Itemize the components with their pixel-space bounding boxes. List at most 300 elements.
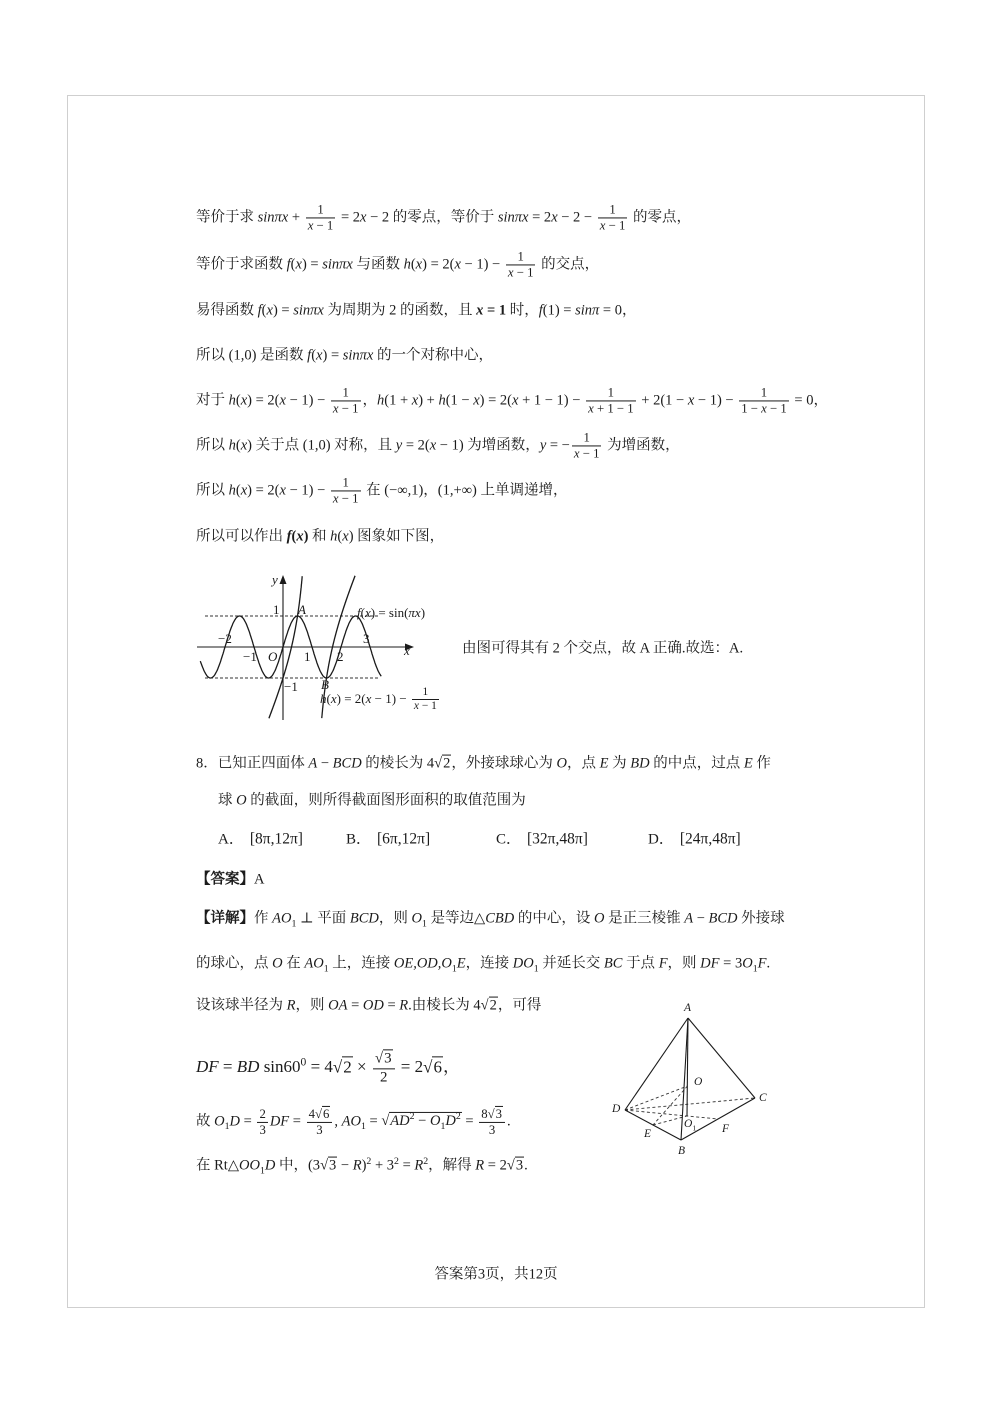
point-label-o xyxy=(694,1077,702,1089)
text-run: ) = 2( xyxy=(479,392,513,409)
text-run: = xyxy=(347,997,363,1014)
fraction-numerator xyxy=(373,1049,395,1069)
math-italic: E xyxy=(644,1128,652,1140)
text-run: − 1) 为增函数， xyxy=(436,437,540,454)
text-run: = xyxy=(383,997,400,1014)
text-run: −2 xyxy=(218,631,232,646)
square-root xyxy=(381,1111,461,1133)
bold-text: 【答案】 xyxy=(196,871,254,888)
math-italic: x xyxy=(473,392,480,409)
fraction-denominator xyxy=(479,1123,505,1138)
text-run: − 1 xyxy=(605,218,626,233)
text-run: 所以 xyxy=(196,437,229,454)
bold-text: = 1 xyxy=(483,302,507,319)
math-italic: sinπx xyxy=(342,347,374,364)
math-italic: DF xyxy=(700,955,720,972)
text-run: + xyxy=(288,209,304,226)
text-run: 球 xyxy=(218,792,237,809)
math-italic: x xyxy=(413,700,419,713)
solution-line-1 xyxy=(196,202,691,233)
text-run: 3 xyxy=(363,631,370,646)
point-label-e xyxy=(644,1129,651,1141)
text-run: . xyxy=(524,1157,528,1174)
math-italic: h xyxy=(228,482,236,499)
math-italic: x xyxy=(588,401,594,416)
tick-label-x-minus-1 xyxy=(243,650,257,665)
math-italic: y xyxy=(395,437,403,454)
text-run: ) + xyxy=(418,392,439,409)
text-run: ，解得 xyxy=(428,1157,476,1174)
radicand xyxy=(328,1157,337,1175)
superscript: 0 xyxy=(300,1055,307,1069)
text-run: 所以 (1,0) 是函数 xyxy=(196,347,308,364)
math-italic: x xyxy=(330,690,337,706)
point-label-a xyxy=(298,603,306,618)
math-italic: x xyxy=(512,392,519,409)
fraction-denominator xyxy=(307,1123,333,1138)
text-run: 时， xyxy=(506,302,539,319)
math-italic: O xyxy=(429,1113,441,1130)
fraction xyxy=(572,430,602,461)
math-italic: x xyxy=(240,392,248,409)
text-run: − 1) − xyxy=(285,392,329,409)
x-axis-label xyxy=(404,644,410,659)
text-run: 2 xyxy=(343,1056,352,1076)
sine-function-label xyxy=(357,606,425,621)
text-run: 故 xyxy=(196,1113,215,1130)
option-label: B． xyxy=(346,831,372,848)
explanation-line-1 xyxy=(196,910,785,929)
bold-math: f xyxy=(286,528,292,545)
text-run: . xyxy=(766,955,771,972)
text-run: 1 xyxy=(422,686,429,698)
text-run: ) xyxy=(361,1157,367,1174)
text-run: − 2 − xyxy=(557,209,596,226)
text-run: = xyxy=(240,1113,256,1130)
text-run: ( xyxy=(290,256,296,273)
math-italic: F xyxy=(658,955,668,972)
text-run: − 2 的零点，等价于 xyxy=(366,209,498,226)
bold-math: x xyxy=(296,528,304,545)
math-italic: R xyxy=(475,1157,485,1174)
superscript: 2 xyxy=(366,1155,372,1167)
text-run: 作 xyxy=(752,755,771,772)
fraction-denominator xyxy=(331,492,361,507)
text-run: ) = 2( xyxy=(336,690,366,706)
text-run: 1 xyxy=(317,202,324,217)
math-italic: BD xyxy=(630,755,650,772)
text-run: = xyxy=(365,1113,382,1130)
text-run: ( xyxy=(311,347,317,364)
math-italic: DO xyxy=(512,955,534,972)
text-run: 是正三棱锥 xyxy=(604,910,685,927)
explanation-line-5 xyxy=(196,1106,511,1138)
math-italic: h xyxy=(320,690,327,706)
text-run: (1) = xyxy=(542,302,576,319)
bold-text: 【详解】 xyxy=(196,910,254,927)
tick-label-y-minus-1 xyxy=(284,680,298,695)
fraction xyxy=(331,475,361,506)
math-italic: x xyxy=(240,482,248,499)
math-italic: x xyxy=(365,690,372,706)
text-run: − xyxy=(317,755,333,772)
fraction xyxy=(257,1106,267,1137)
radicand xyxy=(495,1106,503,1122)
edge-dc xyxy=(625,1098,755,1110)
text-run: 易得函数 xyxy=(196,302,258,319)
text-run: + 2(1 − xyxy=(637,392,688,409)
text-run: 8 xyxy=(481,1106,488,1121)
fraction-denominator xyxy=(598,219,628,234)
math-italic: x xyxy=(307,218,314,233)
text-run: 3 xyxy=(259,1122,266,1137)
math-italic: A xyxy=(684,910,694,927)
text-run: (1 + xyxy=(384,392,412,409)
text-run: 2 xyxy=(337,649,344,664)
text-run: = 2 xyxy=(396,1056,424,1076)
math-italic: B xyxy=(678,1145,686,1157)
math-italic: AO xyxy=(272,910,292,927)
text-run: − 1) − xyxy=(285,482,329,499)
fraction-denominator xyxy=(586,402,636,417)
text-run: . xyxy=(506,1113,511,1130)
fraction xyxy=(412,686,439,714)
text-run: 6 xyxy=(322,1106,330,1121)
subscript: 1 xyxy=(291,918,297,930)
fraction xyxy=(306,202,336,233)
text-run: − 1 xyxy=(338,401,359,416)
math-italic: BCD xyxy=(708,910,738,927)
fraction-denominator xyxy=(572,447,602,462)
fraction-numerator xyxy=(598,202,628,218)
option-value: [24π,48π] xyxy=(679,830,741,848)
text-run: ，则 xyxy=(667,955,701,972)
text-run: 所以 xyxy=(196,482,229,499)
text-run: + 1 − 1 xyxy=(593,401,634,416)
text-run: = 0， xyxy=(790,392,828,409)
tick-label-x-minus-2 xyxy=(218,632,232,647)
text-run: 3 xyxy=(316,1123,323,1137)
math-italic: f xyxy=(357,605,361,620)
text-run: − xyxy=(337,1157,353,1174)
fraction-denominator xyxy=(373,1069,395,1087)
text-run: 对于 xyxy=(196,392,229,409)
tick-label-x-2 xyxy=(337,650,344,665)
math-italic: x xyxy=(332,401,339,416)
text-run: ) 图象如下图， xyxy=(348,528,445,545)
text-run: 3 xyxy=(384,1050,392,1067)
math-italic: R xyxy=(399,997,409,1014)
fraction-numerator xyxy=(412,686,439,700)
math-italic: F xyxy=(757,955,767,972)
text-run: = 2 xyxy=(528,209,552,226)
math-italic: O xyxy=(593,910,605,927)
math-italic: x xyxy=(266,302,273,319)
question-8-stem-cont xyxy=(218,792,526,811)
vertex-label-c xyxy=(759,1093,767,1105)
edge-db xyxy=(625,1110,681,1140)
text-run: ) = xyxy=(272,302,294,319)
text-run: ⊥ 平面 xyxy=(296,910,350,927)
math-italic: x xyxy=(295,256,302,273)
math-italic: x xyxy=(687,392,695,409)
text-run: 1 xyxy=(609,202,616,217)
text-run: 等价于求 xyxy=(196,209,258,226)
math-italic: h xyxy=(228,437,236,454)
text-run: .由棱长为 4 xyxy=(408,997,481,1014)
text-run: 上，连接 xyxy=(328,955,394,972)
text-run: ( xyxy=(235,437,241,454)
fraction-numerator xyxy=(586,385,636,401)
math-italic: C xyxy=(759,1092,767,1104)
tetrahedron-diagram xyxy=(600,1000,780,1165)
option-value: [6π,12π] xyxy=(377,830,431,848)
explanation-line-3 xyxy=(196,997,541,1016)
radicand xyxy=(389,1111,462,1133)
math-italic: f xyxy=(257,302,262,319)
text-run: 外接球 xyxy=(737,910,785,927)
math-italic: sinπ xyxy=(575,302,600,319)
text-run: 设该球半径为 xyxy=(196,997,287,1014)
text-run: − 1) − xyxy=(694,392,738,409)
math-italic: A xyxy=(684,1002,692,1014)
question-8-stem xyxy=(196,755,771,774)
fraction-denominator xyxy=(306,219,336,234)
subscript: 1 xyxy=(224,1121,230,1133)
text-run: 1 xyxy=(583,430,590,445)
math-italic: OA xyxy=(328,997,348,1014)
text-run: ， xyxy=(362,392,377,409)
segment-od xyxy=(625,1086,688,1110)
y-axis-label xyxy=(272,573,278,588)
text-run: 中，(3 xyxy=(275,1157,321,1174)
text-run: (1 − xyxy=(445,392,474,409)
math-italic: O xyxy=(236,792,247,809)
math-italic: O xyxy=(556,755,567,772)
bold-math: x xyxy=(476,302,484,319)
fraction xyxy=(331,385,361,416)
figure-conclusion xyxy=(462,640,743,659)
text-run: 8．已知正四面体 xyxy=(196,755,309,772)
math-italic: D xyxy=(445,1113,456,1130)
vertex-label-d xyxy=(612,1104,620,1116)
page-footer: 答案第3页，共12页 xyxy=(434,1266,558,1283)
text-run: = xyxy=(398,1157,415,1174)
text-run: 于点 xyxy=(622,955,659,972)
text-run: = 0， xyxy=(599,302,637,319)
text-run: − 1 xyxy=(418,700,437,713)
text-run: + 3 xyxy=(371,1157,395,1174)
text-run: = − xyxy=(546,437,570,454)
text-run: 在 (−∞,1)，(1,+∞) 上单调递增， xyxy=(362,482,568,499)
radicand xyxy=(515,1157,524,1175)
text-run: ) = xyxy=(301,256,323,273)
math-italic: y xyxy=(539,437,547,454)
text-run: ) = 2( xyxy=(247,392,280,409)
square-root xyxy=(423,1057,443,1076)
radicand xyxy=(442,755,451,773)
math-italic: x xyxy=(240,437,248,454)
explanation-line-2 xyxy=(196,955,770,974)
math-italic: O xyxy=(684,1118,693,1130)
text-run: 1 xyxy=(760,385,768,400)
text-run: sin60 xyxy=(259,1056,301,1076)
math-italic: O xyxy=(411,910,423,927)
text-run: − 1 xyxy=(338,491,359,506)
text-run: ) = sin( xyxy=(370,605,409,620)
text-run: 3 xyxy=(329,1157,337,1174)
math-italic: D xyxy=(229,1113,241,1130)
text-run: 2 xyxy=(489,997,497,1014)
explanation-line-4 xyxy=(196,1049,460,1086)
text-run: ，可得 xyxy=(497,997,542,1014)
tick-label-y-1 xyxy=(273,603,280,618)
math-italic: x xyxy=(551,209,558,226)
square-root xyxy=(333,1057,353,1076)
math-italic: x xyxy=(454,256,461,273)
text-run: 1 xyxy=(342,475,349,490)
math-italic: x xyxy=(360,209,367,226)
answer-line xyxy=(196,871,264,890)
text-run: 的一个对称中心， xyxy=(373,347,493,364)
option-value: [32π,48π] xyxy=(527,830,588,848)
subscript: 1 xyxy=(692,1123,697,1133)
text-run: + 1 − 1) − xyxy=(518,392,585,409)
math-italic: x xyxy=(404,643,410,658)
radicand xyxy=(342,1056,353,1077)
math-italic: f xyxy=(307,347,312,364)
math-italic: h xyxy=(228,392,236,409)
bold-text: ( xyxy=(291,528,297,545)
fraction-numerator xyxy=(572,430,602,446)
text-run: 1 − xyxy=(741,401,762,416)
option-label: A． xyxy=(218,831,244,848)
option-c xyxy=(496,828,588,849)
text-run: ( xyxy=(360,605,365,620)
text-run: 的零点， xyxy=(629,209,691,226)
math-italic: sinπx xyxy=(322,256,353,273)
fraction-numerator xyxy=(739,385,789,401)
text-run: ) = 2( xyxy=(247,482,280,499)
text-run: 3 xyxy=(515,1157,524,1174)
vertex-label-b xyxy=(678,1146,685,1158)
square-root xyxy=(315,1107,330,1121)
fraction xyxy=(506,249,536,280)
superscript: 2 xyxy=(409,1111,415,1123)
math-italic: A xyxy=(308,755,318,772)
text-run: 2 xyxy=(379,1069,388,1085)
bold-text: ) xyxy=(303,528,309,545)
text-run: − 1 xyxy=(766,401,787,416)
radicand xyxy=(322,1106,330,1122)
math-italic: B xyxy=(321,677,329,692)
fraction-numerator xyxy=(257,1106,267,1122)
radicand xyxy=(432,1056,443,1077)
solution-line-6 xyxy=(196,430,680,461)
math-italic: x xyxy=(761,401,767,416)
fraction xyxy=(586,385,636,416)
fraction-denominator xyxy=(412,700,439,713)
math-italic: x xyxy=(364,605,371,620)
math-italic: E xyxy=(456,955,466,972)
text-run: 的截面，则所得截面图形面积的取值范围为 xyxy=(246,792,526,809)
solution-line-5 xyxy=(196,385,828,416)
text-run: ，连接 xyxy=(465,955,513,972)
math-italic: x xyxy=(332,491,339,506)
text-run: −1 xyxy=(243,649,257,664)
text-run: = xyxy=(289,1113,305,1130)
text-run: 的球心，点 xyxy=(196,955,273,972)
math-italic: R xyxy=(414,1157,424,1174)
square-root xyxy=(481,998,498,1014)
square-root xyxy=(320,1158,337,1174)
math-italic: πx xyxy=(408,605,421,620)
text-run: 1 xyxy=(273,602,280,617)
text-run: 1 xyxy=(342,385,349,400)
math-italic: O xyxy=(694,1076,703,1088)
function-graph-figure xyxy=(190,570,465,730)
math-italic: BCD xyxy=(332,755,362,772)
math-italic: CBD xyxy=(485,910,515,927)
text-run: 为周期为 2 的函数，且 xyxy=(323,302,477,319)
text-run: ，点 xyxy=(567,755,600,772)
tick-label-x-1 xyxy=(304,650,311,665)
option-a xyxy=(218,828,303,849)
subscript: 1 xyxy=(752,963,758,975)
text-run: ，则 xyxy=(378,910,412,927)
math-italic: AO xyxy=(341,1113,361,1130)
text-run: = 2( xyxy=(402,437,430,454)
text-run: 4 xyxy=(308,1106,315,1121)
text-run: 为增函数， xyxy=(603,437,680,454)
text-run: 和 xyxy=(308,528,331,545)
fraction-denominator xyxy=(739,402,789,417)
subscript: 1 xyxy=(533,963,539,975)
fraction xyxy=(373,1049,395,1086)
text-run: 1 xyxy=(607,385,615,400)
radicand xyxy=(383,1049,392,1067)
point-label-o1 xyxy=(684,1119,696,1131)
text-run: 1 xyxy=(304,649,311,664)
option-label: D． xyxy=(648,831,674,848)
math-italic: x xyxy=(316,347,323,364)
superscript: 2 xyxy=(394,1155,399,1167)
text-run: − 1) − xyxy=(460,256,504,273)
fraction-denominator xyxy=(506,266,536,281)
fraction-numerator xyxy=(506,249,536,265)
math-italic: x xyxy=(507,265,514,280)
text-run: ( xyxy=(235,482,241,499)
subscript: 1 xyxy=(451,963,457,975)
origin-label xyxy=(268,650,277,665)
math-italic: x xyxy=(411,392,419,409)
text-run: 3 xyxy=(488,1123,496,1137)
math-italic: f xyxy=(538,302,543,319)
square-root xyxy=(488,1107,503,1121)
math-italic: OO xyxy=(238,1157,260,1174)
fraction xyxy=(479,1106,505,1138)
option-label: C． xyxy=(496,831,522,848)
math-italic: BCD xyxy=(349,910,379,927)
y-axis-arrow xyxy=(280,575,287,584)
math-italic: OE,OD,O xyxy=(393,955,452,972)
fraction-denominator xyxy=(257,1123,267,1138)
math-italic: R xyxy=(286,997,296,1014)
text-run: × xyxy=(352,1056,371,1076)
text-run: 所以可以作出 xyxy=(196,528,287,545)
text-run: 的棱长为 4 xyxy=(361,755,435,772)
text-run: 在 Rt△ xyxy=(196,1157,239,1174)
